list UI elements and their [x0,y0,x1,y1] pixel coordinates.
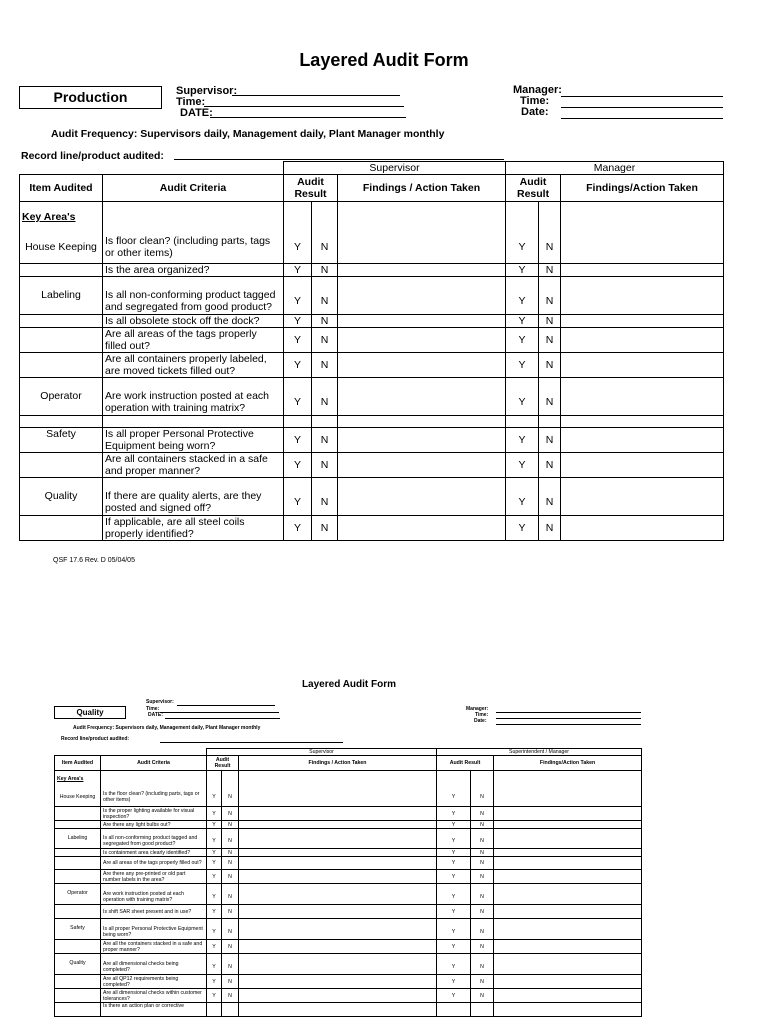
findings-cell[interactable] [239,989,437,1003]
item-audited: House Keeping [55,788,101,807]
audit-frequency: Audit Frequency: Supervisors daily, Management daily, Plant Manager monthly [51,128,445,140]
findings-cell[interactable] [338,328,506,353]
yes-option[interactable]: Y [207,925,222,940]
yes-option-manager[interactable]: Y [506,328,539,353]
no-option-manager[interactable]: N [471,989,494,1003]
yes-option[interactable]: Y [284,315,312,328]
no-option-manager[interactable]: N [471,960,494,975]
audit-criteria: Is there an action plan or corrective [101,1003,207,1017]
findings-cell[interactable] [239,960,437,975]
no-option-manager[interactable]: N [539,428,561,453]
time-field-2[interactable] [160,712,279,713]
no-option-manager[interactable]: N [471,870,494,884]
no-option[interactable]: N [312,428,338,453]
item-audited [55,807,101,821]
audit-table-2 [54,748,642,1017]
item-audited: Labeling [20,289,103,315]
table-row [20,328,724,353]
yes-option[interactable]: Y [284,490,312,516]
findings-cell[interactable] [239,849,437,857]
no-option-manager[interactable]: N [539,264,561,277]
item-audited: House Keeping [20,232,103,264]
audit-table [19,161,724,541]
audit-criteria: Are work instruction posted at each operation with training matrix? [101,890,207,905]
findings-cell[interactable] [338,453,506,478]
header-audit-result-manager-2: Audit Result [437,756,494,771]
audit-criteria: If applicable, are all steel coils properly identified? [103,516,284,541]
table-row [55,788,642,807]
yes-option-manager[interactable]: Y [506,232,539,264]
no-option[interactable]: N [312,390,338,416]
manager-date-label: Date: [521,106,549,118]
findings-cell[interactable] [338,353,506,378]
findings-cell-manager[interactable] [561,490,724,516]
findings-cell[interactable] [239,940,437,954]
form-title: Layered Audit Form [299,50,469,70]
yes-option[interactable]: Y [207,975,222,989]
yes-option[interactable]: Y [207,940,222,954]
yes-option-manager[interactable]: Y [437,989,471,1003]
no-option-manager[interactable]: N [471,849,494,857]
key-areas-label: Key Area's [22,210,76,223]
yes-option[interactable]: Y [284,328,312,353]
supervisor-label-2: Supervisor: [146,699,174,705]
no-option-manager[interactable]: N [471,835,494,849]
no-option[interactable]: N [222,857,239,870]
yes-option-manager[interactable]: Y [506,353,539,378]
table-row [20,428,724,453]
findings-cell[interactable] [239,905,437,919]
item-audited [20,453,103,478]
yes-option-manager[interactable]: Y [437,807,471,821]
no-option-manager[interactable]: N [471,857,494,870]
audit-frequency-2: Audit Frequency: Supervisors daily, Management daily, Plant Manager monthly [73,725,261,731]
audit-criteria: Is all proper Personal Protective Equipment being worn? [101,925,207,940]
item-audited [55,975,101,989]
item-audited: Operator [20,390,103,416]
department-box-2: Quality [54,706,126,719]
no-option-manager[interactable]: N [539,453,561,478]
key-areas-cell [20,202,103,232]
manager-label: Manager: [513,84,562,96]
no-option[interactable]: N [312,453,338,478]
no-option[interactable]: N [222,807,239,821]
table-row [55,989,642,1003]
findings-cell[interactable] [338,390,506,416]
supervisor-field-2[interactable] [177,705,275,706]
key-areas-label-2: Key Area's [57,776,84,783]
no-option[interactable]: N [312,328,338,353]
item-audited [20,353,103,378]
findings-cell[interactable] [338,315,506,328]
table-row [55,890,642,905]
no-option[interactable]: N [222,960,239,975]
yes-option-manager[interactable]: Y [506,453,539,478]
findings-cell[interactable] [338,490,506,516]
findings-cell-manager[interactable] [494,835,642,849]
record-line-label-2: Record line/product audited: [61,736,130,742]
yes-option[interactable]: Y [207,989,222,1003]
manager-time-label: Time: [520,95,550,107]
yes-option[interactable]: Y [207,807,222,821]
audit-criteria: Is shift SAR sheet present and in use? [101,905,207,919]
yes-option-manager[interactable]: Y [437,788,471,807]
findings-cell[interactable] [239,975,437,989]
findings-cell-manager[interactable] [561,453,724,478]
header-audit-result: Audit Result [284,175,338,202]
findings-cell-manager[interactable] [494,849,642,857]
findings-cell-manager[interactable] [494,905,642,919]
table-row [55,807,642,821]
record-line-field-2[interactable] [160,742,343,743]
date-field-2[interactable] [165,718,280,719]
audit-criteria: Are all containers stacked in a safe and proper manner? [103,453,284,478]
item-audited [55,857,101,870]
group-manager-2: Superintendent / Manager [437,749,642,756]
item-audited: Quality [20,490,103,516]
yes-option[interactable]: Y [207,835,222,849]
audit-criteria: Are all areas of the tags properly filled out? [101,857,207,870]
no-option[interactable]: N [222,849,239,857]
no-option-manager[interactable]: N [539,315,561,328]
audit-criteria: Is all non-conforming product tagged and segregated from good product? [101,835,207,849]
no-option[interactable]: N [222,940,239,954]
group-manager: Manager [506,162,724,175]
no-option[interactable]: N [222,788,239,807]
findings-cell-manager[interactable] [561,428,724,453]
item-audited: Safety [20,428,103,453]
item-audited [20,264,103,277]
findings-cell[interactable] [239,807,437,821]
no-option-manager[interactable]: N [471,821,494,829]
table-row [20,315,724,328]
item-audited: Safety [55,925,101,940]
no-option[interactable]: N [222,835,239,849]
yes-option[interactable]: Y [284,232,312,264]
no-option-manager[interactable]: N [471,788,494,807]
yes-option-manager[interactable]: Y [437,960,471,975]
audit-criteria: Are there any light bulbs out? [101,821,207,829]
table-row [20,289,724,315]
yes-option-manager[interactable]: Y [437,835,471,849]
manager-time-field-2[interactable] [496,718,641,719]
date-field[interactable] [210,117,406,118]
yes-option-manager[interactable]: Y [506,516,539,541]
yes-option[interactable]: Y [284,353,312,378]
manager-field-2[interactable] [496,712,641,713]
audit-criteria: Is the area organized? [103,264,284,277]
table-row [20,390,724,416]
yes-option-manager[interactable]: Y [437,905,471,919]
manager-time-label-2: Time: [475,712,489,718]
item-audited [55,849,101,857]
yes-option[interactable]: Y [207,905,222,919]
no-option-manager[interactable]: N [539,353,561,378]
audit-criteria: Is the proper lighting available for visual inspection? [101,807,207,821]
no-option[interactable]: N [312,490,338,516]
findings-cell[interactable] [338,232,506,264]
table-row [55,849,642,857]
time-label: Time: [176,96,206,108]
table-row [55,905,642,919]
table-row [55,835,642,849]
yes-option-manager[interactable]: Y [437,821,471,829]
manager-label-2: Manager: [466,706,489,712]
header-findings-manager-2: Findings/Action Taken [494,756,642,771]
no-option[interactable]: N [222,890,239,905]
yes-option[interactable]: Y [284,289,312,315]
manager-field[interactable] [561,96,723,97]
findings-cell-manager[interactable] [561,232,724,264]
no-option-manager[interactable]: N [471,807,494,821]
time-label-2: Time: [146,706,160,712]
audit-criteria: Are there any pre-printed or old part number labels in the area? [101,870,207,884]
header-findings-manager: Findings/Action Taken [561,175,724,202]
yes-option[interactable]: Y [207,890,222,905]
yes-option-manager[interactable]: Y [437,857,471,870]
header-findings: Findings / Action Taken [338,175,506,202]
no-option-manager[interactable]: N [471,905,494,919]
form-title-2: Layered Audit Form [301,679,397,690]
table-row [55,821,642,829]
date-label-2: DATE: [148,712,163,718]
no-option[interactable]: N [222,821,239,829]
item-audited [55,821,101,829]
no-option[interactable]: N [222,905,239,919]
table-row [20,490,724,516]
findings-cell-manager[interactable] [494,925,642,940]
no-option-manager[interactable]: N [539,516,561,541]
item-audited [20,328,103,353]
table-row [20,453,724,478]
no-option[interactable]: N [312,353,338,378]
no-option-manager[interactable]: N [539,289,561,315]
yes-option-manager[interactable]: Y [506,315,539,328]
findings-cell-manager[interactable] [494,870,642,884]
audit-criteria: Are all dimensional checks being completed? [101,960,207,975]
table-row [55,857,642,870]
table-row [55,1003,642,1017]
table-row [20,516,724,541]
findings-cell[interactable] [239,925,437,940]
yes-option[interactable]: Y [207,788,222,807]
findings-cell-manager[interactable] [494,989,642,1003]
item-audited [55,989,101,1003]
yes-option-manager[interactable]: Y [437,890,471,905]
findings-cell-manager[interactable] [561,328,724,353]
table-row [55,960,642,975]
yes-option[interactable]: Y [207,870,222,884]
no-option[interactable]: N [312,232,338,264]
item-audited: Quality [55,960,101,975]
findings-cell-manager[interactable] [561,264,724,277]
item-audited [55,905,101,919]
audit-criteria: Is all obsolete stock off the dock? [103,315,284,328]
audit-criteria: Are all the containers stacked in a safe and proper manner? [101,940,207,954]
header-findings-2: Findings / Action Taken [239,756,437,771]
supervisor-field[interactable] [232,95,400,96]
no-option-manager[interactable]: N [539,390,561,416]
findings-cell[interactable] [239,788,437,807]
header-item-audited: Item Audited [20,175,103,202]
no-option-manager[interactable]: N [471,890,494,905]
findings-cell-manager[interactable] [494,940,642,954]
audit-criteria: Is the floor clean? (including parts, tags or other items) [101,788,207,807]
manager-date-field-2[interactable] [496,724,641,725]
audit-criteria: Are all QP12 requirements being completed? [101,975,207,989]
yes-option[interactable]: Y [284,453,312,478]
findings-cell[interactable] [338,289,506,315]
date-label: DATE: [180,107,213,119]
findings-cell-manager[interactable] [494,821,642,829]
item-audited: Labeling [55,835,101,849]
yes-option-manager[interactable]: Y [506,490,539,516]
yes-option-manager[interactable]: Y [437,940,471,954]
findings-cell-manager[interactable] [561,353,724,378]
no-option[interactable]: N [222,925,239,940]
audit-criteria: If there are quality alerts, are they posted and signed off? [103,490,284,516]
header-item-audited-2: Item Audited [55,756,101,771]
findings-cell-manager[interactable] [494,807,642,821]
yes-option-manager[interactable]: Y [437,925,471,940]
yes-option-manager[interactable]: Y [437,870,471,884]
audit-criteria: Is all non-conforming product tagged and segregated from good product? [103,289,284,315]
yes-option-manager[interactable]: Y [437,849,471,857]
table-row [20,232,724,264]
audit-criteria: Is all proper Personal Protective Equipment being worn? [103,428,284,453]
manager-date-field[interactable] [561,118,723,119]
manager-date-label-2: Date: [474,718,487,724]
findings-cell-manager[interactable] [561,390,724,416]
table-row [55,925,642,940]
findings-cell[interactable] [239,890,437,905]
yes-option-manager[interactable]: Y [437,975,471,989]
findings-cell[interactable] [338,264,506,277]
item-audited [20,315,103,328]
no-option[interactable]: N [222,989,239,1003]
audit-criteria: Are all containers properly labeled, are moved tickets filled out? [103,353,284,378]
table-row [55,940,642,954]
table-row [20,264,724,277]
findings-cell[interactable] [239,821,437,829]
no-option[interactable]: N [312,516,338,541]
table-row [55,975,642,989]
header-audit-criteria-2: Audit Criteria [101,756,207,771]
findings-cell-manager[interactable] [494,960,642,975]
header-audit-criteria: Audit Criteria [103,175,284,202]
findings-cell[interactable] [239,857,437,870]
findings-cell[interactable] [239,870,437,884]
no-option-manager[interactable]: N [471,975,494,989]
no-option-manager[interactable]: N [539,328,561,353]
item-audited [55,940,101,954]
yes-option[interactable]: Y [207,821,222,829]
yes-option-manager[interactable]: Y [506,390,539,416]
supervisor-label: Supervisor: [176,85,238,97]
audit-criteria: Is floor clean? (including parts, tags or other items) [103,232,284,264]
no-option[interactable]: N [222,870,239,884]
no-option[interactable]: N [312,315,338,328]
audit-criteria: Are work instruction posted at each operation with training matrix? [103,390,284,416]
findings-cell[interactable] [338,428,506,453]
yes-option[interactable]: Y [207,849,222,857]
findings-cell[interactable] [338,516,506,541]
findings-cell-manager[interactable] [561,516,724,541]
record-line-label: Record line/product audited: [21,150,164,162]
group-supervisor: Supervisor [284,162,506,175]
yes-option-manager[interactable]: Y [506,428,539,453]
item-audited [55,870,101,884]
blank-header [20,162,284,175]
group-supervisor-2: Supervisor [207,749,437,756]
yes-option[interactable]: Y [284,516,312,541]
no-option-manager[interactable]: N [539,490,561,516]
yes-option[interactable]: Y [284,428,312,453]
findings-cell-manager[interactable] [494,788,642,807]
findings-cell-manager[interactable] [494,890,642,905]
audit-criteria: Is containment area clearly identified? [101,849,207,857]
findings-cell-manager[interactable] [494,975,642,989]
table-row [55,870,642,884]
yes-option[interactable]: Y [284,264,312,277]
form-code: QSF 17.6 Rev. D 05/04/05 [53,557,135,564]
no-option-manager[interactable]: N [539,232,561,264]
audit-criteria: Are all areas of the tags properly filled out? [103,328,284,353]
yes-option-manager[interactable]: Y [506,264,539,277]
audit-criteria: Are all dimensional checks within customer tolerances? [101,989,207,1003]
yes-option-manager[interactable]: Y [506,289,539,315]
header-audit-result-manager: Audit Result [506,175,561,202]
yes-option[interactable]: Y [207,960,222,975]
record-line-field[interactable] [174,159,504,160]
department-box: Production [19,86,162,109]
no-option[interactable]: N [312,264,338,277]
item-audited [20,516,103,541]
findings-cell-manager[interactable] [494,857,642,870]
findings-cell-manager[interactable] [561,315,724,328]
findings-cell[interactable] [239,835,437,849]
yes-option[interactable]: Y [207,857,222,870]
time-field[interactable] [204,106,404,107]
manager-time-field[interactable] [561,107,723,108]
yes-option[interactable]: Y [284,390,312,416]
item-audited [55,1003,101,1017]
no-option-manager[interactable]: N [471,940,494,954]
item-audited: Operator [55,890,101,905]
no-option-manager[interactable]: N [471,925,494,940]
table-row [20,353,724,378]
findings-cell-manager[interactable] [561,289,724,315]
no-option[interactable]: N [222,975,239,989]
header-audit-result-2: Audit Result [207,756,239,771]
no-option[interactable]: N [312,289,338,315]
